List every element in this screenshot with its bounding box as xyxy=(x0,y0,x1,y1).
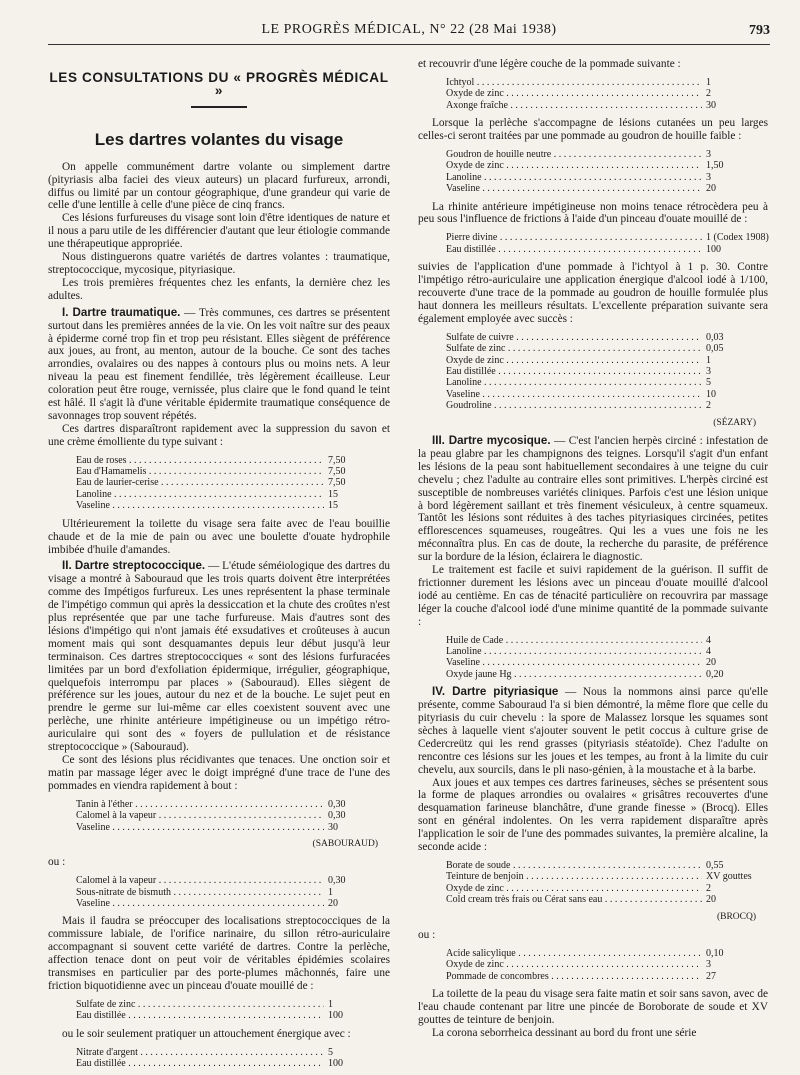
prescription xyxy=(446,149,768,195)
prescription-row xyxy=(76,455,390,466)
paragraph: Ces dartres disparaîtront rapidement avec la suppression du savon et une crème émolliente du type suivant : xyxy=(48,422,390,448)
ingredient-quantity: 1 (Codex 1908) xyxy=(706,232,769,244)
rubric-heading: LES CONSULTATIONS DU « PROGRÈS MÉDICAL » xyxy=(49,70,389,98)
ingredient-name: Vaseline . . . xyxy=(76,500,324,511)
prescription-row xyxy=(76,1010,390,1021)
ingredient-quantity: 7,50 xyxy=(328,466,346,478)
ingredient-name: Oxyde de zinc . . . xyxy=(446,355,702,366)
ingredient-name: Vaseline . . . xyxy=(76,898,324,909)
section-text: — Nous la nommons ainsi parce qu'elle présente, comme Sabouraud l'a si bien démontré, la même flore que celle du pityriasis du cuir chevelu : la spore de Malassez lorsque les squames sont sèches à laquelle vient s'ajouter souvent le petit coccus à culture grise de Cedercreütz qui les rend grasses (pityriasis stéatoïde). Chez l'adulte on rencontre ces lésions sur les joues et les tempes, au front à la limite du cuir chevelu, aux sourcils, dans le pli naso-génien, à la moustache et à la barbe. xyxy=(418,686,769,776)
section-heading: II. Dartre streptococcique. xyxy=(62,559,206,573)
paragraph: Ce sont des lésions plus récidivantes que tenaces. Une onction soir et matin par massage léger avec le doigt imprégné d'une trace de l'une des pommades en viendra rapidement à bout : xyxy=(48,754,390,792)
prescription-row xyxy=(76,1058,390,1069)
ingredient-name: Oxyde de zinc . . . xyxy=(446,959,702,970)
prescription-source: (BROCQ) xyxy=(716,911,756,922)
ingredient-quantity: 2 xyxy=(706,400,711,412)
paragraph: ou le soir seulement pratiquer un attouchement énergique avec : xyxy=(62,1027,351,1040)
or-label: ou : xyxy=(418,929,436,941)
ingredient-quantity: 100 xyxy=(706,243,721,255)
prescription-row xyxy=(76,466,390,477)
article-title: Les dartres volantes du visage xyxy=(94,129,344,149)
ingredient-name: Oxyde jaune Hg . . . xyxy=(446,669,702,680)
paragraph: La toilette de la peau du visage sera faite matin et soir sans savon, avec de l'eau chaude contenant par litre une pincée de Boroborate de soude et XV gouttes de teinture de benjoin. xyxy=(418,988,768,1026)
prescription-row xyxy=(76,875,390,886)
ingredient-quantity: 7,50 xyxy=(328,454,346,466)
section-text: — Très communes, ces dartres se présentent surtout dans les premières années de la vie. On les voit naître sur des peaux à épiderme corné trop fin et trop peu résistant. Elles siègent de préférence aux joues, au front, au menton, autour de la bouche. Ce sont des taches arrondies, ovalaires ou des nappes à contours plus ou moins nets. A leur niveau la peau est finement fendillée, très légèrement écailleuse. Leur coloration peut être rouge, vernissée, plus claire que le fond quand le teint est hâlé. Il s'agit là d'une véritable épidermite traumatique conséquence de savonnages trop souvent répétés. xyxy=(48,306,390,422)
ingredient-name: Huile de Cade . . . xyxy=(446,635,702,646)
prescription xyxy=(76,1047,390,1070)
ingredient-name: Ichtyol . . . xyxy=(446,77,702,88)
paragraph: La corona seborrheica dessinant au bord du front une série xyxy=(432,1026,697,1039)
prescription-row xyxy=(446,332,768,343)
prescription-row xyxy=(446,389,768,400)
ingredient-quantity: 27 xyxy=(706,970,716,982)
section-heading: IV. Dartre pityriasique xyxy=(432,685,559,699)
ingredient-name: Lanoline . . . xyxy=(446,172,702,183)
prescription-row xyxy=(446,172,768,183)
prescription xyxy=(446,860,768,906)
ingredient-quantity: 2 xyxy=(706,882,711,894)
ingredient-quantity: 30 xyxy=(706,99,716,111)
ingredient-quantity: 4 xyxy=(706,645,711,657)
paragraph: Les trois premières fréquentes chez les enfants, la dernière chez les adultes. xyxy=(48,276,390,302)
ingredient-quantity: 0,10 xyxy=(706,947,724,959)
prescription-row xyxy=(446,149,768,160)
right-column xyxy=(418,58,768,1040)
page-number: 793 xyxy=(749,23,770,38)
section-text: — L'étude séméiologique des dartres du visage a montré à Sabouraud que les trois quarts doivent être interprétées comme des Impétigos furfureux. Les unes représentent la phase terminale de l'impétigo commun qui après la dessiccation et la chute des croûtes n'est plus représentée que par une tache furfureuse. Mais d'autres sont des lésions d'impétigo qui n'ont jamais été exsudatives et croûteuses à aucun moment mais qui sont desquamantes depuis leur début jusqu'à leur terminaison. Ces dartres streptococciques « sont des lésions furfuracées limitées par un bord d'exfoliation épidermique, irrégulier, géographique, quelquefois interrompu par places » (Sabouraud). Elles siègent de préférence sur les joues, autour du nez et de la bouche. Le sujet peut en prendre le germe sur lui-même car elles coexistent souvent avec une perlèche, une rhinite antérieure impétigineuse ou un impétigo rétro-auriculaire qui sont des « foyers de pullulation et de résistance streptococcique » (Sabouraud). xyxy=(48,560,390,754)
ingredient-name: Vaseline . . . xyxy=(446,183,702,194)
ingredient-name: Goudroline . . . xyxy=(446,400,702,411)
prescription-row xyxy=(76,489,390,500)
ingredient-name: Eau distillée . . . xyxy=(76,1010,324,1021)
ingredient-quantity: 20 xyxy=(706,894,716,906)
prescription-row xyxy=(76,810,390,821)
prescription-row xyxy=(76,822,390,833)
prescription xyxy=(76,999,390,1022)
prescription-row xyxy=(446,400,768,411)
paragraph: On appelle communément dartre volante ou simplement dartre (pityriasis alba faciei des vieux auteurs) un placard furfureux, arrondi, diffus ou limité par un contour géographique, d'une grandeur qui varie de celle d'une lentille à celle d'une pièce de cinq francs. xyxy=(48,160,390,212)
paragraph: suivies de l'application d'une pommade à l'ichtyol à 1 p. 30. Contre l'impétigo rétro-auriculaire une application énergique d'alcool iodé à 1/100, recouverte d'une trace de la pommade au goudron de houille formulée plus haut donnera les meilleurs résultats. L'excellente préparation suivante sera également employée avec succès : xyxy=(418,261,768,325)
prescription-row xyxy=(76,999,390,1010)
prescription-row xyxy=(446,657,768,668)
prescription-row xyxy=(76,1047,390,1058)
ingredient-quantity: 5 xyxy=(328,1046,333,1058)
ingredient-quantity: 15 xyxy=(328,488,338,500)
section-traumatique xyxy=(48,307,390,423)
ingredient-quantity: 0,05 xyxy=(706,343,724,355)
ingredient-name: Oxyde de zinc . . . xyxy=(446,88,702,99)
ingredient-quantity: 3 xyxy=(706,365,711,377)
prescription xyxy=(446,332,768,412)
ingredient-name: Cold cream très frais ou Cérat sans eau . . . xyxy=(446,894,702,905)
ingredient-name: Oxyde de zinc . . . xyxy=(446,160,702,171)
running-title: LE PROGRÈS MÉDICAL, N° 22 (28 Mai 1938) xyxy=(261,22,557,37)
ingredient-name: Oxyde de zinc . . . xyxy=(446,883,702,894)
prescription-row xyxy=(446,88,768,99)
prescription-row xyxy=(76,477,390,488)
prescription-row xyxy=(446,646,768,657)
prescription-row xyxy=(446,366,768,377)
paragraph: La rhinite antérieure impétigineuse non moins tenace rétrocèdera peu à peu sous l'influence de frictions à l'aide d'un pinceau d'ouate mouillé de : xyxy=(418,200,768,226)
page-header xyxy=(48,22,770,44)
prescription-row xyxy=(446,77,768,88)
ingredient-quantity: 0,55 xyxy=(706,859,724,871)
section-text: — C'est l'ancien herpès circiné : infestation de la peau glabre par les champignons des teignes. Lorsqu'il s'agit d'un enfant les lésions de la peau sont habituellement secondaires à une teigne du cuir chevelu ; chez l'adulte au contraire elles sont primitives. L'herpès circiné est susceptible de nombreuses variétés cliniques. Parfois c'est une lésion unique à bord légèrement saillant et très finement vésiculeux, à centre squameux. Tantôt les lésions sont réduites à des taches pityriasiques circinées, petites efflorescences squameuses, rougeâtres. Qui les a vues une fois ne les méconnaîtra plus. En cas de doute, la recherche du parasite, de préférence sur la bordure de la lésion, éclairera le diagnostic. xyxy=(418,434,768,564)
ingredient-quantity: 20 xyxy=(328,898,338,910)
prescription-row xyxy=(446,244,768,255)
ingredient-name: Tanin à l'éther . . . xyxy=(76,799,324,810)
ingredient-name: Lanoline . . . xyxy=(446,646,702,657)
prescription-row xyxy=(76,887,390,898)
ingredient-quantity: 20 xyxy=(706,657,716,669)
ingredient-quantity: 100 xyxy=(328,1058,343,1070)
paragraph: et recouvrir d'une légère couche de la pommade suivante : xyxy=(418,58,681,70)
ingredient-quantity: 4 xyxy=(706,634,711,646)
prescription xyxy=(76,875,390,909)
paragraph: Aux joues et aux tempes ces dartres farineuses, sèches se présentent sous la forme de plaques arrondies ou ovalaires « grisâtres recouvertes d'une desquamation farineuse blanchâtre, d'une grande finesse » (Brocq). Elles sont en général indolentes. On les verra rapidement disparaître après l'application le soir de l'une des pommades suivantes, la première alcaline, la seconde acide : xyxy=(418,776,768,854)
ingredient-quantity: 1,50 xyxy=(706,160,724,172)
prescription-row xyxy=(76,500,390,511)
prescription xyxy=(446,635,768,681)
ingredient-quantity: 3 xyxy=(706,171,711,183)
left-column xyxy=(48,58,390,1075)
ingredient-name: Eau de laurier-cerise . . . xyxy=(76,477,324,488)
prescription-row xyxy=(76,799,390,810)
ingredient-quantity: 7,50 xyxy=(328,477,346,489)
ingredient-quantity: XV gouttes xyxy=(706,871,752,883)
section-streptococcique xyxy=(48,560,390,754)
prescription-row xyxy=(446,959,768,970)
paragraph: Le traitement est facile et suivi rapidement de la guérison. Il suffit de frictionner durement les lésions avec un pinceau d'ouate mouillé d'alcool iodé au centième. En cas de ténacité particulière on recouvrira par massage léger la couche d'alcool iodé d'une minime quantité de la pommade suivante : xyxy=(418,564,768,628)
prescription-row xyxy=(446,883,768,894)
prescription xyxy=(446,232,768,255)
ingredient-quantity: 1 xyxy=(328,998,333,1010)
ingredient-quantity: 1 xyxy=(706,354,711,366)
ingredient-quantity: 0,20 xyxy=(706,668,724,680)
ingredient-name: Acide salicylique . . . xyxy=(446,948,702,959)
prescription xyxy=(76,799,390,833)
prescription xyxy=(446,77,768,111)
prescription-row xyxy=(446,343,768,354)
ingredient-quantity: 10 xyxy=(706,388,716,400)
prescription-row xyxy=(446,894,768,905)
prescription-row xyxy=(446,871,768,882)
prescription-row xyxy=(446,948,768,959)
section-heading: I. Dartre traumatique. xyxy=(62,305,181,319)
ingredient-name: Sous-nitrate de bismuth . . . xyxy=(76,887,324,898)
section-heading: III. Dartre mycosique. xyxy=(432,433,551,447)
paragraph: Ultérieurement la toilette du visage sera faite avec de l'eau bouillie chaude et de la mie de pain ou avec une boulette d'ouate hydrophile imbibée d'huile d'amandes. xyxy=(48,517,390,556)
ingredient-quantity: 1 xyxy=(328,886,333,898)
ingredient-name: Sulfate de zinc . . . xyxy=(446,343,702,354)
ingredient-name: Teinture de benjoin . . . xyxy=(446,871,702,882)
section-mycosique xyxy=(418,435,768,564)
prescription-row xyxy=(446,100,768,111)
ingredient-quantity: 0,30 xyxy=(328,810,346,822)
ingredient-quantity: 0,30 xyxy=(328,798,346,810)
prescription-row xyxy=(446,971,768,982)
paragraph: Nous distinguerons quatre variétés de dartres volantes : traumatique, streptococcique, mycosique, pityriasique. xyxy=(48,251,390,276)
ingredient-name: Calomel à la vapeur . . . xyxy=(76,810,324,821)
ingredient-quantity: 30 xyxy=(328,821,338,833)
ingredient-quantity: 15 xyxy=(328,500,338,512)
ingredient-name: Sulfate de zinc . . . xyxy=(76,999,324,1010)
prescription xyxy=(76,455,390,512)
or-label: ou : xyxy=(48,856,66,869)
prescription-row xyxy=(446,160,768,171)
ingredient-quantity: 3 xyxy=(706,959,711,971)
ingredient-quantity: 2 xyxy=(706,88,711,100)
ingredient-name: Calomel à la vapeur . . . xyxy=(76,875,324,886)
prescription-row xyxy=(446,860,768,871)
ingredient-quantity: 5 xyxy=(706,377,711,389)
ingredient-name: Lanoline . . . xyxy=(76,489,324,500)
rubric-divider xyxy=(191,106,247,108)
ingredient-name: Eau distillée . . . xyxy=(446,244,702,255)
ingredient-quantity: 3 xyxy=(706,148,711,160)
ingredient-name: Sulfate de cuivre . . . xyxy=(446,332,702,343)
ingredient-name: Eau de roses . . . xyxy=(76,455,324,466)
ingredient-name: Goudron de houille neutre . . . xyxy=(446,149,702,160)
prescription-row xyxy=(446,377,768,388)
ingredient-name: Eau distillée . . . xyxy=(76,1058,324,1069)
prescription-source: (SABOURAUD) xyxy=(312,838,378,849)
prescription-source: (SÉZARY) xyxy=(713,417,756,428)
prescription-row xyxy=(446,232,768,243)
header-rule xyxy=(48,44,770,45)
ingredient-name: Pierre divine . . . xyxy=(446,232,702,243)
prescription-row xyxy=(446,669,768,680)
ingredient-quantity: 100 xyxy=(328,1010,343,1022)
paragraph: Ces lésions furfureuses du visage sont loin d'être identiques de nature et il nous a paru utile de les différencier d'autant que leur étiologie commande une thérapeutique appropriée. xyxy=(48,212,390,251)
paragraph: Mais il faudra se préoccuper des localisations streptococciques de la commissure labiale, de l'orifice narinaire, du sillon rétro-auriculaire accompagnant si souvent cette variété de dartres. Contre la perlèche, affection tenace dont on peut voir de véritables épidémies scolaires transmises en particulier par des porte-plumes mâchonnés, faire une friction biquotidienne avec un pinceau d'ouate mouillé de : xyxy=(48,915,390,992)
paragraph: Lorsque la perlèche s'accompagne de lésions cutanées un peu larges celles-ci seront traitées par une pommade au goudron de houille faible : xyxy=(418,117,768,143)
prescription-row xyxy=(446,355,768,366)
ingredient-quantity: 1 xyxy=(706,76,711,88)
ingredient-name: Lanoline . . . xyxy=(446,377,702,388)
prescription-row xyxy=(446,635,768,646)
prescription-row xyxy=(76,898,390,909)
ingredient-quantity: 0,30 xyxy=(328,875,346,887)
ingredient-name: Vaseline . . . xyxy=(446,389,702,400)
prescription-row xyxy=(446,183,768,194)
ingredient-name: Borate de soude . . . xyxy=(446,860,702,871)
ingredient-name: Eau d'Hamamelis . . . xyxy=(76,466,324,477)
ingredient-name: Vaseline . . . xyxy=(446,657,702,668)
ingredient-name: Nitrate d'argent . . . xyxy=(76,1047,324,1058)
ingredient-name: Pommade de concombres . . . xyxy=(446,971,702,982)
prescription xyxy=(446,948,768,982)
section-pityriasique xyxy=(418,686,768,776)
ingredient-name: Vaseline . . . xyxy=(76,822,324,833)
ingredient-name: Axonge fraîche . . . xyxy=(446,100,702,111)
ingredient-name: Eau distillée . . . xyxy=(446,366,702,377)
ingredient-quantity: 20 xyxy=(706,183,716,195)
ingredient-quantity: 0,03 xyxy=(706,331,724,343)
